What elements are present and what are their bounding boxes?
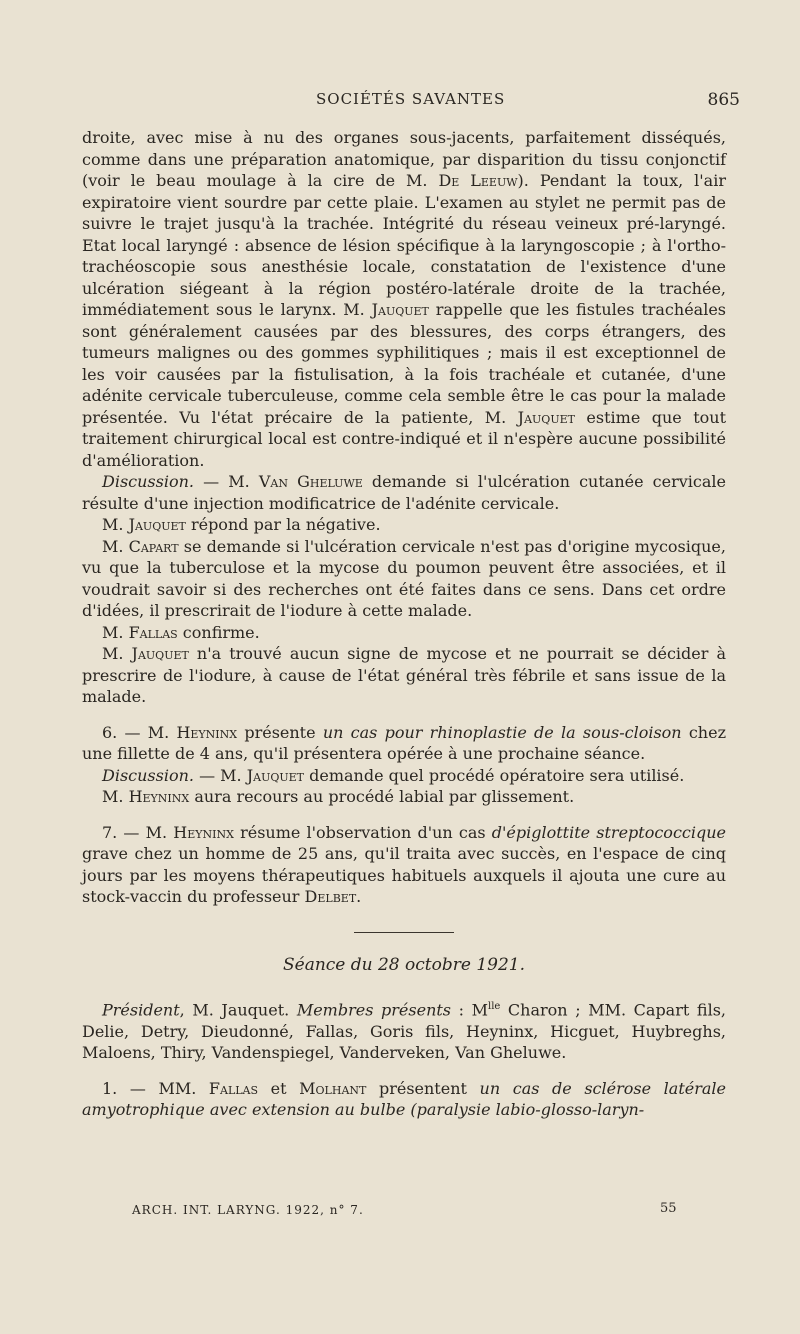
page-number: 865: [707, 90, 740, 110]
president-label: Président: [102, 1000, 180, 1020]
paragraph-case-description: [82, 127, 726, 471]
case-title: un cas de sclérose latérale amyotrophique avec extension au bulbe (paralysie labio-glosso-laryn-: [82, 1078, 726, 1120]
page-footer: [0, 1203, 800, 1227]
person-name: Molhant: [299, 1078, 367, 1098]
text-run: grave chez un homme de 25 ans, qu'il traita avec succès, en l'espace de cinq jours par les moyens thérapeutiques habituels auxquels il ajouta une cure au stock-vaccin du professeur: [82, 844, 726, 906]
text-run: 7. — M.: [102, 822, 174, 842]
paragraph-item-6: [82, 722, 726, 765]
seance-heading: Séance du 28 octobre 1921.: [282, 954, 525, 975]
person-name: Delbet: [304, 887, 357, 906]
text-run: Charon ; MM. Capart fils, Delie, Detry, Dieudonné, Fallas, Goris fils, Heyninx, Hicguet, Huybreghs, Maloens, Thiry, Vandenspiegel, Vanderveken, Van Gheluwe.: [82, 1000, 726, 1063]
text-run: ). Pendant la toux, l'air expiratoire vient sourdre par cette plaie. L'examen au stylet ne permit pas de suivre le trajet jusqu'à la trachée. Intégrité du réseau veineux pré-laryngé. Etat local laryngé : absence de lésion spécifique à la laryngoscopie ; à l'ortho-trachéoscopie sous anesthésie locale, constatation de l'existence d'une ulcération siégeant à la région postéro-latérale droite de la trachée, immédiatement sous le larynx. M.: [82, 171, 726, 319]
text-run: estime que tout traitement chirurgical local est contre-indiqué et il n'espère aucune possibilité d'amélioration.: [82, 407, 727, 470]
text-body: [82, 127, 726, 1121]
members-label: Membres présents: [296, 1000, 452, 1020]
text-run: rappelle que les fistules trachéales sont généralement causées par des blessures, des corps étrangers, des tumeurs malignes ou des gommes syphilitiques ; mais il est exceptionnel de les voir causées par la fistulisation, à la fois trachéale et cutanée, d'une adénite cervicale tuberculeuse, comme cela semble être le cas pour la malade présentée. Vu l'état précaire de la patiente, M.: [82, 300, 726, 427]
text-run: .: [356, 887, 362, 906]
section-divider: [354, 932, 454, 933]
paragraph-jauquet: [82, 643, 726, 708]
paragraph-discussion-2: [82, 765, 726, 787]
text-run: présentent: [366, 1078, 480, 1098]
text-run: — M.: [193, 472, 259, 491]
person-name: Jauquet: [371, 300, 429, 319]
person-name: Jauquet: [246, 765, 305, 785]
header-title: SOCIÉTÉS SAVANTES: [316, 90, 506, 108]
text-run: M.: [102, 515, 129, 534]
text-run: M.: [102, 622, 129, 642]
text-run: demande quel procédé opératoire sera utilisé.: [304, 765, 685, 785]
spacer: [82, 708, 726, 722]
spacer: [82, 1064, 726, 1078]
text-run: M.: [102, 536, 129, 556]
text-run: 1. — MM.: [102, 1078, 209, 1098]
spacer: [82, 808, 726, 822]
paragraph-fallas: [82, 622, 726, 644]
text-run: M.: [102, 644, 132, 663]
text-run: M.: [102, 787, 129, 806]
person-name: Jauquet: [131, 644, 189, 663]
superscript: lle: [488, 1001, 501, 1012]
paragraph-item-1: [82, 1078, 726, 1121]
person-name: De Leeuw: [438, 171, 518, 190]
paragraph-heyninx-reply: [82, 786, 726, 808]
case-title: un cas pour rhinoplastie de la sous-cloison: [322, 722, 682, 742]
text-run: présente: [237, 722, 323, 742]
paragraph-attendance: [82, 996, 726, 1064]
journal-reference: ARCH. INT. LARYNG. 1922, n° 7.: [132, 1203, 364, 1217]
person-name: Jauquet: [128, 515, 186, 534]
text-run: , M. Jauquet.: [179, 1000, 297, 1020]
person-name: Van Gheluwe: [258, 472, 363, 491]
text-run: n'a trouvé aucun signe de mycose et ne pourrait se décider à prescrire de l'iodure, à cause de l'état général très fébrile et sans issue de la malade.: [82, 644, 726, 706]
text-run: 6. — M.: [102, 722, 177, 742]
running-header: [0, 90, 800, 116]
text-run: et: [258, 1078, 300, 1098]
signature-mark: 55: [660, 1201, 677, 1216]
text-run: se demande si l'ulcération cervicale n'est pas d'origine mycosique, vu que la tuberculose et la mycose du poumon peuvent être associées, et il voudrait savoir si des recherches ont été faites dans ce sens. Dans cet ordre d'idées, il prescrirait de l'iodure à cette malade.: [82, 536, 726, 620]
person-name: Capart: [128, 536, 179, 556]
paragraph-reply: [82, 514, 726, 536]
discussion-label: Discussion.: [102, 472, 194, 491]
paragraph-discussion: [82, 471, 726, 514]
case-title: d'épiglottite streptococcique: [491, 822, 726, 842]
text-run: — M.: [193, 765, 247, 785]
person-name: Fallas: [208, 1078, 259, 1098]
text-run: confirme.: [177, 622, 260, 642]
person-name: Fallas: [128, 622, 178, 642]
person-name: Heyninx: [128, 787, 190, 806]
person-name: Jauquet: [517, 407, 575, 427]
person-name: Heyninx: [176, 722, 238, 742]
paragraph-item-7: [82, 822, 726, 908]
text-run: chez une fillette de 4 ans, qu'il présentera opérée à une prochaine séance.: [82, 722, 727, 763]
discussion-label: Discussion.: [102, 765, 194, 785]
text-run: droite, avec mise à nu des organes sous-jacents, parfaitement disséqués, comme dans une préparation anatomique, par disparition du tissu conjonctif (voir le beau moulage à la cire de M.: [82, 128, 726, 190]
text-run: : M: [451, 1000, 488, 1020]
text-run: résume l'observation d'un cas: [233, 822, 492, 842]
person-name: Heyninx: [173, 822, 234, 842]
text-run: répond par la négative.: [185, 515, 381, 534]
text-run: demande si l'ulcération cutanée cervicale résulte d'une injection modificatrice de l'adénite cervicale.: [82, 472, 727, 513]
paragraph-capart: [82, 536, 726, 622]
text-run: aura recours au procédé labial par glissement.: [189, 787, 575, 806]
